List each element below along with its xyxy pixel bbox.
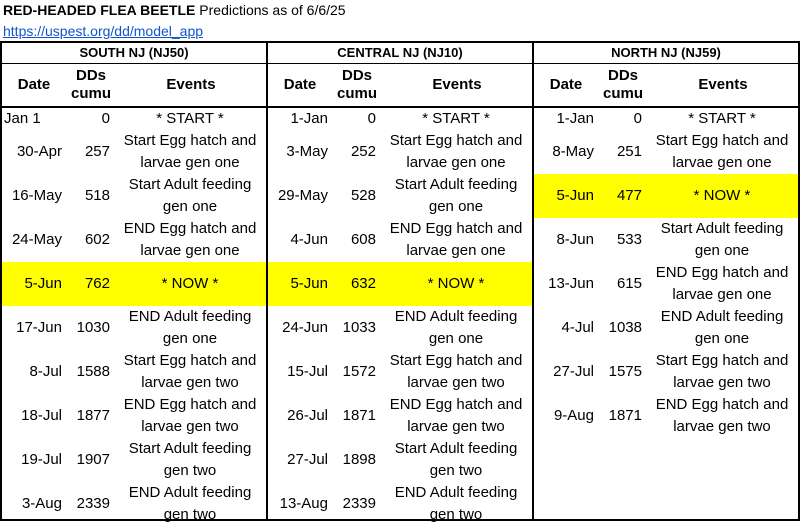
event-cell: END Egg hatch and larvae gen one — [655, 264, 789, 303]
table-row — [534, 394, 798, 438]
date-cell: 29-May — [277, 187, 328, 204]
event-cell: Start Adult feeding gen two — [394, 440, 518, 479]
dd-cell: 632 — [350, 275, 376, 292]
date-cell: 3-May — [286, 143, 328, 160]
date-cell: 17-Jun — [16, 319, 62, 336]
region-table-2 — [532, 41, 800, 521]
date-cell: 9-Aug — [553, 407, 594, 424]
event-cell: Start Adult feeding gen two — [128, 440, 252, 479]
table-row — [534, 130, 798, 174]
table-row — [268, 350, 532, 394]
dd-cell: 2339 — [342, 495, 376, 512]
event-cell: Start Egg hatch and larvae gen two — [389, 352, 523, 391]
dd-cell: 1907 — [76, 451, 110, 468]
table-row — [2, 482, 266, 526]
dd-cell: 0 — [633, 110, 642, 127]
dd-cell: 2339 — [76, 495, 110, 512]
dd-cell: 762 — [84, 275, 110, 292]
region-title: NORTH NJ (NJ59) — [534, 43, 798, 64]
event-cell: END Egg hatch and larvae gen one — [123, 220, 257, 259]
dd-cell: 533 — [616, 231, 642, 248]
dd-cell: 608 — [350, 231, 376, 248]
events-header: Events — [432, 76, 482, 93]
event-cell: END Egg hatch and larvae gen one — [389, 220, 523, 259]
table-row — [268, 306, 532, 350]
dd-cell: 1575 — [608, 363, 642, 380]
dd-cell: 477 — [616, 187, 642, 204]
date-cell: 1-Jan — [290, 110, 328, 127]
dds-header: DDs cumu — [70, 67, 111, 102]
date-cell: Jan 1 — [4, 110, 41, 127]
date-cell: 26-Jul — [287, 407, 328, 424]
table-row — [2, 108, 266, 130]
page-title — [3, 2, 346, 18]
event-cell: END Adult feeding gen one — [660, 308, 784, 347]
table-row — [268, 394, 532, 438]
table-row — [2, 306, 266, 350]
dds-header: DDs cumu — [602, 67, 643, 102]
events-header: Events — [698, 76, 748, 93]
event-cell: Start Egg hatch and larvae gen one — [123, 132, 257, 171]
dd-cell: 1030 — [76, 319, 110, 336]
title-rest: Predictions as of 6/6/25 — [195, 2, 346, 18]
dd-cell: 518 — [84, 187, 110, 204]
event-cell: END Egg hatch and larvae gen two — [655, 396, 789, 435]
date-cell: 16-May — [11, 187, 62, 204]
dd-cell: 257 — [84, 143, 110, 160]
now-row — [534, 174, 798, 218]
column-header-row — [2, 64, 266, 108]
now-row — [2, 262, 266, 306]
dd-cell: 1588 — [76, 363, 110, 380]
date-header: Date — [17, 76, 51, 93]
table-row — [534, 108, 798, 130]
date-cell: 5-Jun — [556, 187, 594, 204]
dd-cell: 252 — [350, 143, 376, 160]
event-cell: END Egg hatch and larvae gen two — [389, 396, 523, 435]
date-cell: 4-Jun — [290, 231, 328, 248]
dd-cell: 0 — [367, 110, 376, 127]
table-row — [2, 350, 266, 394]
event-cell: * START * — [688, 110, 756, 127]
table-row — [268, 482, 532, 526]
date-cell: 30-Apr — [16, 143, 62, 160]
dd-cell: 528 — [350, 187, 376, 204]
event-cell: END Adult feeding gen two — [394, 484, 518, 523]
event-cell: Start Egg hatch and larvae gen two — [655, 352, 789, 391]
dd-cell: 1877 — [76, 407, 110, 424]
date-header: Date — [549, 76, 583, 93]
dd-cell: 1038 — [608, 319, 642, 336]
region-title: CENTRAL NJ (NJ10) — [268, 43, 532, 64]
title-bold: RED-HEADED FLEA BEETLE — [3, 2, 196, 18]
date-cell: 3-Aug — [21, 495, 62, 512]
table-row — [2, 438, 266, 482]
column-header-row — [268, 64, 532, 108]
date-cell: 5-Jun — [24, 275, 62, 292]
date-cell: 8-Jun — [556, 231, 594, 248]
event-cell: * NOW * — [161, 275, 219, 292]
table-row — [268, 108, 532, 130]
event-cell: Start Adult feeding gen one — [128, 176, 252, 215]
date-cell: 8-May — [552, 143, 594, 160]
date-cell: 4-Jul — [561, 319, 594, 336]
date-cell: 13-Jun — [548, 275, 594, 292]
date-cell: 13-Aug — [279, 495, 328, 512]
event-cell: * START * — [156, 110, 224, 127]
date-cell: 5-Jun — [290, 275, 328, 292]
column-header-row — [534, 64, 798, 108]
dd-cell: 251 — [616, 143, 642, 160]
event-cell: END Adult feeding gen one — [394, 308, 518, 347]
table-row — [2, 174, 266, 218]
date-cell: 1-Jan — [556, 110, 594, 127]
date-cell: 18-Jul — [21, 407, 62, 424]
date-cell: 24-Jun — [282, 319, 328, 336]
region-table-1 — [266, 41, 534, 521]
table-row — [268, 174, 532, 218]
table-row — [534, 306, 798, 350]
region-table-0 — [0, 41, 268, 521]
event-cell: Start Egg hatch and larvae gen one — [389, 132, 523, 171]
dd-cell: 602 — [84, 231, 110, 248]
date-cell: 27-Jul — [553, 363, 594, 380]
dds-header: DDs cumu — [336, 67, 377, 102]
dd-cell: 615 — [616, 275, 642, 292]
region-title: SOUTH NJ (NJ50) — [2, 43, 266, 64]
events-header: Events — [166, 76, 216, 93]
event-cell: END Adult feeding gen two — [128, 484, 252, 523]
table-row — [268, 218, 532, 262]
date-cell: 15-Jul — [287, 363, 328, 380]
model-app-link[interactable]: https://uspest.org/dd/model_app — [3, 23, 204, 39]
event-cell: END Egg hatch and larvae gen two — [123, 396, 257, 435]
table-row — [2, 130, 266, 174]
now-row — [268, 262, 532, 306]
table-row — [534, 350, 798, 394]
dd-cell: 1871 — [342, 407, 376, 424]
date-cell: 24-May — [11, 231, 62, 248]
dd-cell: 1898 — [342, 451, 376, 468]
date-cell: 27-Jul — [287, 451, 328, 468]
event-cell: Start Egg hatch and larvae gen two — [123, 352, 257, 391]
event-cell: * NOW * — [693, 187, 751, 204]
dd-cell: 0 — [101, 110, 110, 127]
table-row — [2, 394, 266, 438]
event-cell: * NOW * — [427, 275, 485, 292]
dd-cell: 1572 — [342, 363, 376, 380]
table-row — [534, 262, 798, 306]
table-row — [268, 130, 532, 174]
date-header: Date — [283, 76, 317, 93]
table-row — [268, 438, 532, 482]
event-cell: Start Adult feeding gen one — [660, 220, 784, 259]
event-cell: * START * — [422, 110, 490, 127]
event-cell: END Adult feeding gen one — [128, 308, 252, 347]
date-cell: 19-Jul — [21, 451, 62, 468]
event-cell: Start Adult feeding gen one — [394, 176, 518, 215]
event-cell: Start Egg hatch and larvae gen one — [655, 132, 789, 171]
dd-cell: 1033 — [342, 319, 376, 336]
table-row — [534, 218, 798, 262]
table-row — [2, 218, 266, 262]
dd-cell: 1871 — [608, 407, 642, 424]
date-cell: 8-Jul — [29, 363, 62, 380]
